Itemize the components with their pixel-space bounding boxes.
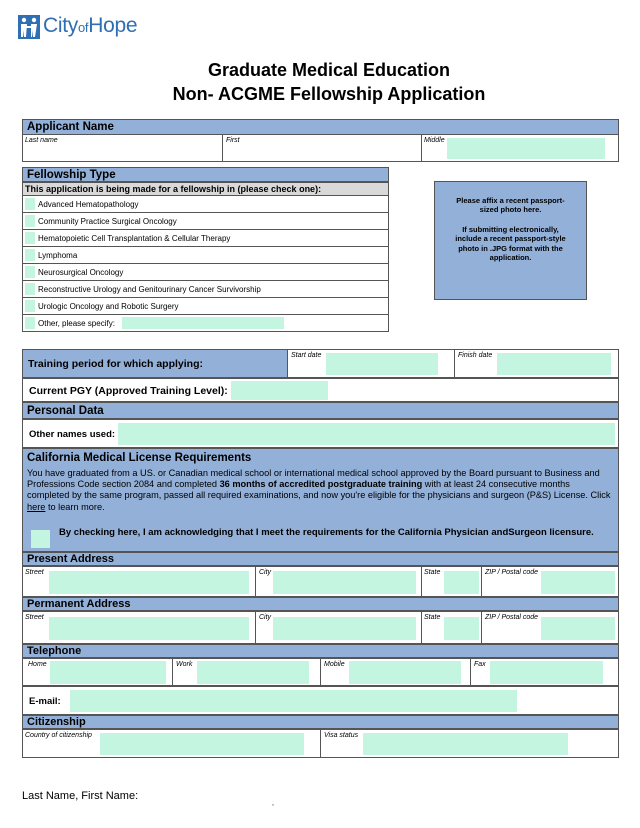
ca-license-title: California Medical License Requirements — [27, 452, 252, 464]
other-names-label: Other names used: — [29, 429, 116, 440]
ca-text-bold: 36 months of accredited postgraduate training — [219, 479, 423, 490]
last-name-label: Last name — [25, 137, 58, 144]
state-label: State — [424, 569, 441, 576]
ca-text-part: You have graduated from a US. or Canadian medical school or international medical school approved by the Board pursuant to Business and Professions Code section 2084 and completed — [27, 468, 600, 490]
ca-ack-text: By checking here, I am acknowledging that I meet the requirements for the California Physician andSurgeon licensure. — [59, 527, 594, 538]
training-period-label: Training period for which applying: — [28, 358, 204, 370]
checkbox[interactable] — [25, 215, 35, 227]
work-phone-label: Work — [176, 661, 193, 668]
ca-text-part: to learn more. — [45, 501, 105, 512]
present-street-field[interactable] — [49, 571, 249, 594]
personal-data-header: Personal Data — [22, 402, 619, 419]
other-names-field[interactable] — [118, 423, 615, 445]
zip-label: ZIP / Postal code — [485, 614, 539, 621]
logo-city: City — [43, 14, 78, 37]
checkbox[interactable] — [25, 300, 35, 312]
fax-label: Fax — [474, 661, 486, 668]
finish-date-field[interactable] — [497, 353, 611, 375]
street-label: Street — [25, 569, 44, 576]
fellowship-options-list — [22, 196, 389, 332]
ca-ack-checkbox[interactable] — [31, 530, 50, 548]
ca-license-text — [27, 468, 611, 513]
option-label: Other, please specify: — [38, 318, 115, 328]
permanent-city-field[interactable] — [273, 617, 416, 640]
finish-date-label: Finish date — [458, 352, 493, 359]
permanent-address-row — [22, 611, 619, 644]
option-label: Lymphoma — [38, 250, 78, 260]
other-names-row — [22, 419, 619, 448]
country-field[interactable] — [100, 733, 304, 755]
visa-label: Visa status — [324, 732, 359, 739]
fellowship-instruction: This application is being made for a fellowship in (please check one): — [22, 182, 389, 196]
fellowship-option-surgical-oncology[interactable] — [22, 213, 389, 230]
fax-field[interactable] — [490, 661, 603, 684]
work-phone-field[interactable] — [197, 661, 309, 684]
checkbox[interactable] — [25, 249, 35, 261]
citizenship-row — [22, 729, 619, 758]
fellowship-option-reconstructive-urology[interactable] — [22, 281, 389, 298]
checkbox[interactable] — [25, 317, 35, 329]
applicant-name-header: Applicant Name — [22, 119, 619, 135]
middle-name-field[interactable] — [447, 138, 605, 159]
street-label: Street — [25, 614, 44, 621]
middle-name-label: Middle — [424, 137, 445, 144]
option-label: Hematopoietic Cell Transplantation & Cellular Therapy — [38, 233, 231, 243]
ca-text-part: with at least 24 consecutive months completed by the same program, passed all required examinations, and now you're eligible for the physicians and surgeon (P&S) License. Click — [27, 479, 611, 501]
telephone-header: Telephone — [22, 644, 619, 658]
mobile-phone-label: Mobile — [324, 661, 345, 668]
fellowship-type-header: Fellowship Type — [22, 167, 389, 182]
city-of-hope-logo — [18, 14, 158, 40]
country-label: Country of citizenship — [25, 732, 92, 739]
citizenship-header: Citizenship — [22, 715, 619, 729]
checkbox[interactable] — [25, 266, 35, 278]
learn-more-link[interactable]: here — [27, 501, 46, 512]
photo-box — [434, 181, 587, 300]
zip-label: ZIP / Postal code — [485, 569, 539, 576]
home-phone-label: Home — [28, 661, 47, 668]
logo-hope: Hope — [88, 14, 138, 37]
permanent-zip-field[interactable] — [541, 617, 615, 640]
checkbox[interactable] — [25, 198, 35, 210]
california-license-section — [22, 448, 619, 552]
footer-mark: , — [272, 800, 274, 807]
email-row — [22, 686, 619, 715]
permanent-state-field[interactable] — [444, 617, 479, 640]
start-date-field[interactable] — [326, 353, 438, 375]
applicant-name-row — [22, 134, 619, 162]
permanent-street-field[interactable] — [49, 617, 249, 640]
checkbox[interactable] — [25, 283, 35, 295]
email-field[interactable] — [70, 690, 517, 712]
city-label: City — [259, 569, 272, 576]
present-zip-field[interactable] — [541, 571, 615, 594]
present-city-field[interactable] — [273, 571, 416, 594]
fellowship-option-urologic-oncology[interactable] — [22, 298, 389, 315]
other-specify-field[interactable] — [122, 317, 284, 329]
logo-figures-icon — [18, 15, 40, 39]
fellowship-option-neurosurgical[interactable] — [22, 264, 389, 281]
photo-electronic-instruction: If submitting electronically, include a recent passport-style photo in .JPG format with the application. — [455, 224, 566, 262]
mobile-phone-field[interactable] — [349, 661, 461, 684]
state-label: State — [424, 614, 441, 621]
photo-instruction: Please affix a recent passport-sized photo here. — [456, 196, 565, 215]
present-state-field[interactable] — [444, 571, 479, 594]
training-period-row — [22, 349, 619, 378]
telephone-row — [22, 658, 619, 686]
visa-field[interactable] — [363, 733, 568, 755]
city-label: City — [259, 614, 272, 621]
option-label: Advanced Hematopathology — [38, 199, 139, 209]
option-label: Community Practice Surgical Oncology — [38, 216, 177, 226]
start-date-label: Start date — [291, 352, 322, 359]
present-address-row — [22, 566, 619, 597]
page-subtitle: Non- ACGME Fellowship Application — [172, 84, 486, 104]
home-phone-field[interactable] — [50, 661, 166, 684]
fellowship-option-hematopathology[interactable] — [22, 196, 389, 213]
present-address-header: Present Address — [22, 552, 619, 566]
logo-of: of — [77, 20, 89, 35]
pgy-field[interactable] — [231, 381, 328, 400]
option-label: Reconstructive Urology and Genitourinary Cancer Survivorship — [38, 284, 261, 294]
option-label: Urologic Oncology and Robotic Surgery — [38, 301, 179, 311]
permanent-address-header: Permanent Address — [22, 597, 619, 611]
pgy-row — [22, 378, 619, 402]
first-name-label: First — [226, 137, 240, 144]
fellowship-option-lymphoma[interactable] — [22, 247, 389, 264]
footer-name-label: Last Name, First Name: — [22, 790, 139, 802]
page-title: Graduate Medical Education — [207, 60, 451, 80]
pgy-label: Current PGY (Approved Training Level): — [29, 385, 228, 397]
fellowship-option-cell-transplantation[interactable] — [22, 230, 389, 247]
fellowship-option-other[interactable] — [22, 315, 389, 332]
email-label: E-mail: — [29, 696, 61, 707]
option-label: Neurosurgical Oncology — [38, 267, 124, 277]
checkbox[interactable] — [25, 232, 35, 244]
